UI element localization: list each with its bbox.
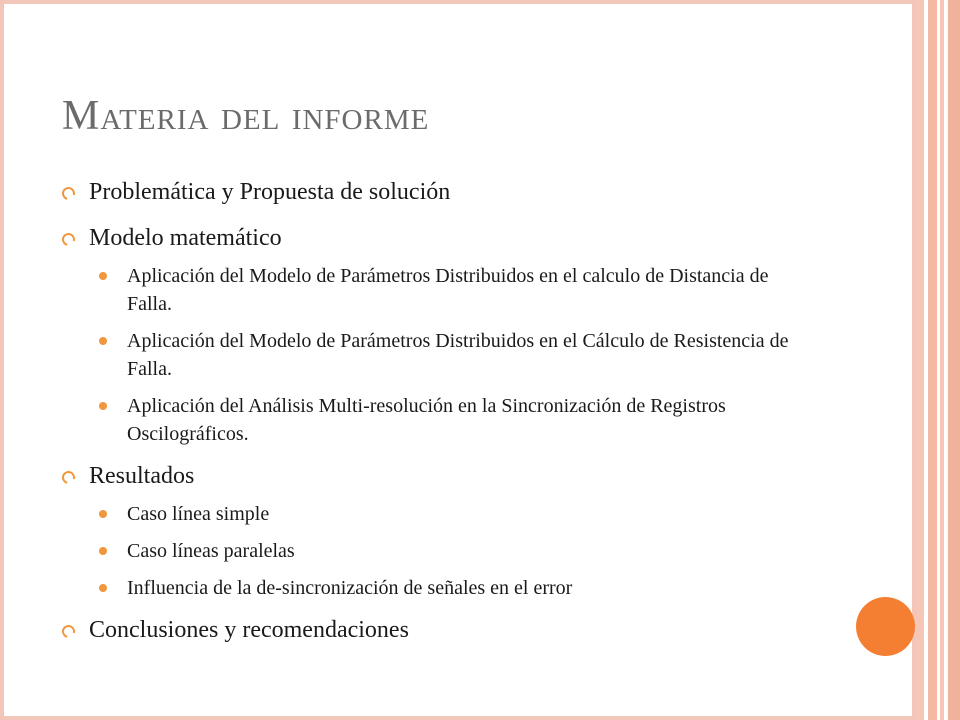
bullet-item — [62, 460, 792, 492]
sub-bullet-list — [62, 500, 792, 602]
bullet-text: Modelo matemático — [89, 225, 282, 251]
decorative-circle — [856, 597, 915, 656]
sub-bullet-text: Aplicación del Análisis Multi-resolución en la Sincronización de Registros Oscilográficos. — [127, 395, 726, 445]
dot-bullet-icon — [99, 337, 107, 345]
bullet-text: Resultados — [89, 463, 195, 489]
dot-bullet-icon — [99, 510, 107, 518]
sub-bullet-text: Caso líneas paralelas — [127, 540, 295, 562]
dot-bullet-icon — [99, 547, 107, 555]
dot-bullet-icon — [99, 584, 107, 592]
bullet-list — [62, 176, 792, 660]
stripe — [940, 0, 944, 720]
stripe — [928, 0, 937, 720]
sub-bullet-list — [62, 262, 792, 448]
sub-bullet-text: Influencia de la de-sincronización de señales en el error — [127, 577, 573, 599]
stripe — [916, 0, 924, 720]
decorative-stripes — [916, 0, 960, 720]
sub-bullet-item — [89, 500, 792, 528]
sub-bullet-item — [89, 327, 792, 383]
sub-bullet-text: Caso línea simple — [127, 503, 270, 525]
sub-bullet-text: Aplicación del Modelo de Parámetros Distribuidos en el calculo de Distancia de Falla. — [127, 265, 769, 315]
sub-bullet-item — [89, 262, 792, 318]
slide-title: Materia del informe — [62, 93, 430, 139]
bullet-item — [62, 614, 792, 646]
bullet-text: Problemática y Propuesta de solución — [89, 179, 451, 205]
sub-bullet-text: Aplicación del Modelo de Parámetros Distribuidos en el Cálculo de Resistencia de Falla. — [127, 330, 789, 380]
bullet-marker-icon — [60, 469, 78, 487]
sub-bullet-item — [89, 392, 792, 448]
bullet-marker-icon — [60, 623, 78, 641]
bullet-text: Conclusiones y recomendaciones — [89, 617, 409, 643]
sub-bullet-item — [89, 537, 792, 565]
bullet-marker-icon — [60, 185, 78, 203]
stripe — [948, 0, 960, 720]
dot-bullet-icon — [99, 272, 107, 280]
bullet-item — [62, 176, 792, 208]
dot-bullet-icon — [99, 402, 107, 410]
bullet-item — [62, 222, 792, 254]
sub-bullet-item — [89, 574, 792, 602]
bullet-marker-icon — [60, 231, 78, 249]
